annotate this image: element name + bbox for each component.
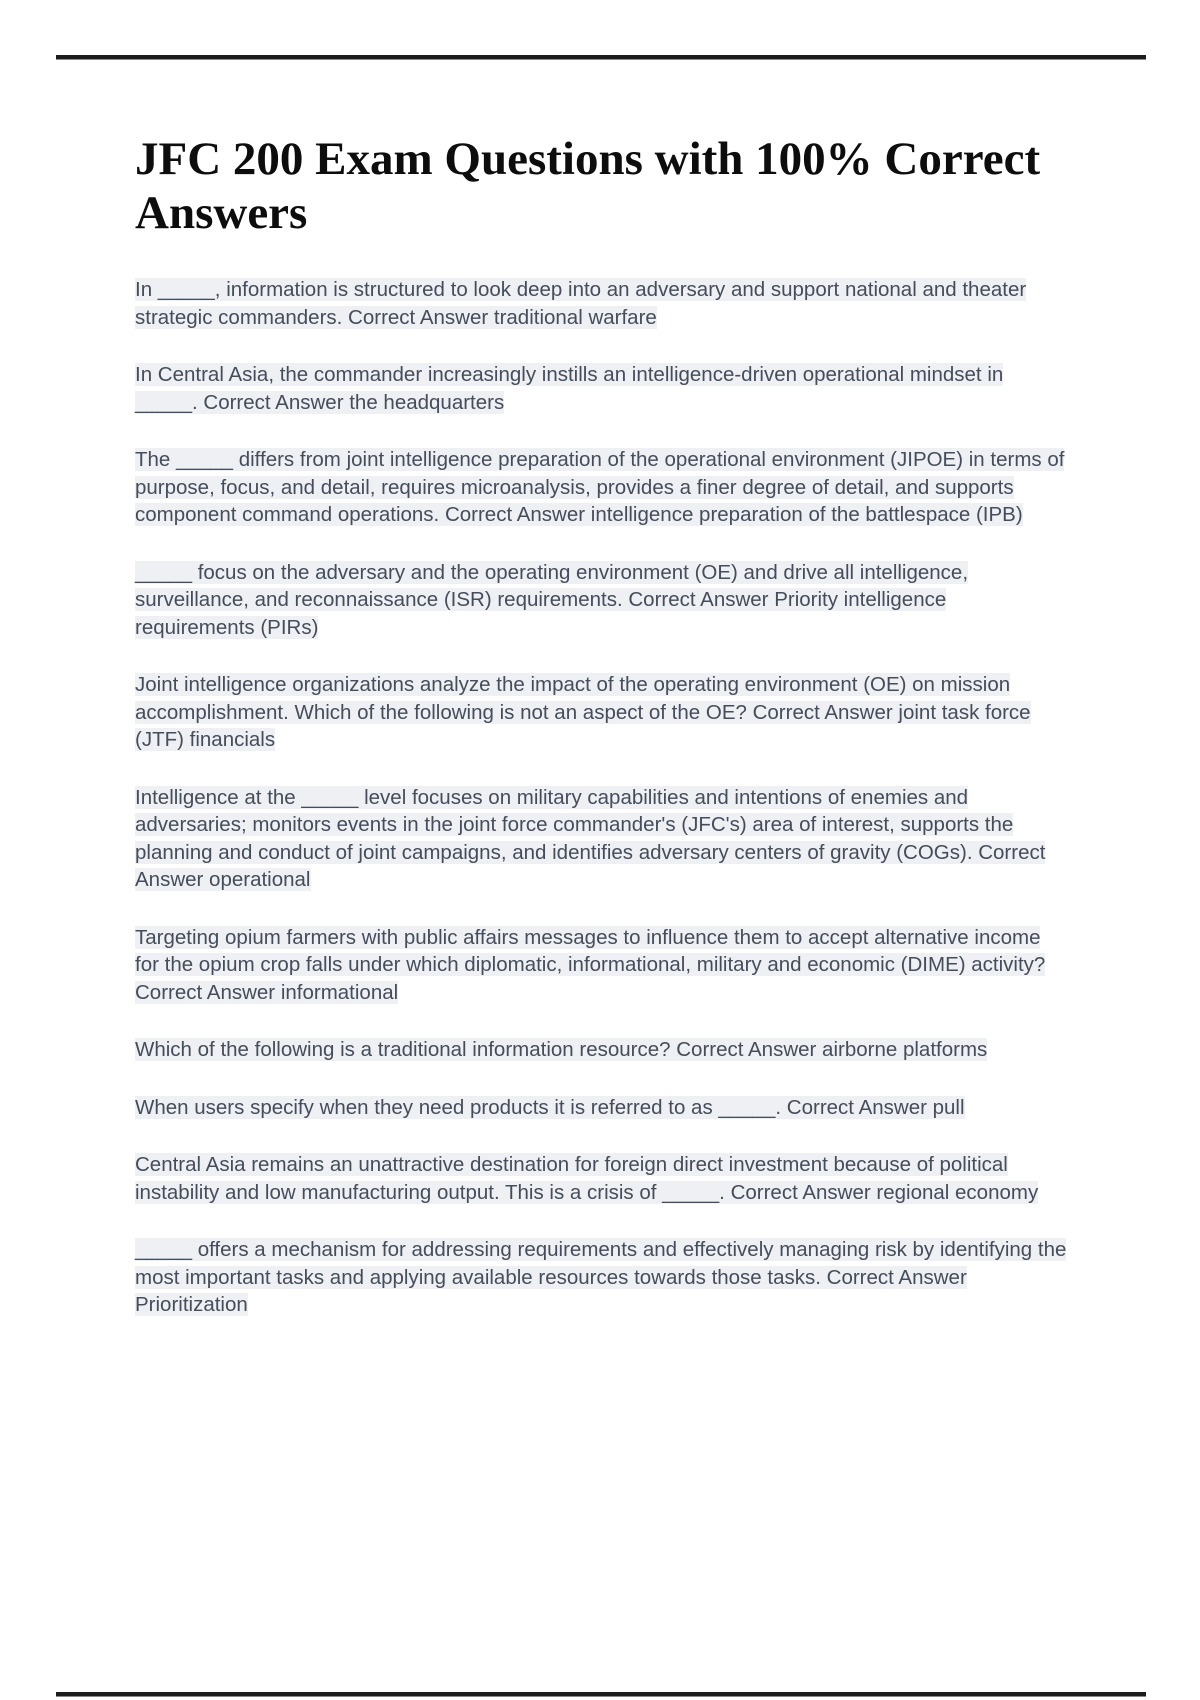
qa-text: In Central Asia, the commander increasingly instills an intelligence-driven operational mindset in _____. Correct Answer the headquarters: [135, 363, 1004, 414]
document-content: [135, 132, 1067, 1349]
qa-paragraph-4: [135, 559, 1067, 642]
qa-text: The _____ differs from joint intelligence preparation of the operational environment (JIPOE) in terms of purpose, focus, and detail, requires microanalysis, provides a finer degree of detail, and supports component command operations. Correct Answer intelligence preparation of the battlespace (IPB): [135, 448, 1065, 526]
qa-text: Which of the following is a traditional information resource? Correct Answer airborne platforms: [135, 1038, 988, 1061]
qa-text: Intelligence at the _____ level focuses on military capabilities and intentions of enemies and adversaries; monitors events in the joint force commander's (JFC's) area of interest, supports the planning and conduct of joint campaigns, and identifies adversary centers of gravity (COGs). Correct Answer operational: [135, 785, 1046, 891]
qa-text: Targeting opium farmers with public affairs messages to influence them to accept alternative income for the opium crop falls under which diplomatic, informational, military and economic (DIME) activity? Correct Answer informational: [135, 925, 1046, 1004]
qa-text: Joint intelligence organizations analyze the impact of the operating environment (OE) on mission accomplishment. Which of the following is not an aspect of the OE? Correct Answer joint task force (JTF) financials: [135, 673, 1031, 751]
qa-paragraph-9: [135, 1094, 1067, 1122]
qa-paragraph-3: [135, 446, 1067, 529]
qa-paragraph-6: [135, 784, 1067, 894]
qa-paragraph-8: [135, 1036, 1067, 1064]
qa-text: In _____, information is structured to look deep into an adversary and support national and theater strategic commanders. Correct Answer traditional warfare: [135, 278, 1027, 329]
qa-paragraph-7: [135, 924, 1067, 1007]
qa-text: When users specify when they need products it is referred to as _____. Correct Answer pull: [135, 1095, 965, 1119]
page-title: JFC 200 Exam Questions with 100% Correct Answers: [135, 133, 1041, 239]
qa-paragraph-1: [135, 276, 1067, 331]
qa-paragraph-2: [135, 361, 1067, 416]
qa-paragraph-5: [135, 671, 1067, 754]
qa-text: _____ focus on the adversary and the operating environment (OE) and drive all intelligence, surveillance, and reconnaissance (ISR) requirements. Correct Answer Priority intelligence requirements (PIRs): [135, 560, 969, 639]
qa-paragraph-10: [135, 1151, 1067, 1206]
bottom-horizontal-rule: [56, 1692, 1146, 1697]
top-horizontal-rule: [56, 55, 1146, 60]
qa-paragraph-11: [135, 1236, 1067, 1319]
qa-text: Central Asia remains an unattractive destination for foreign direct investment because of political instability and low manufacturing output. This is a crisis of _____. Correct Answer regional economy: [135, 1153, 1039, 1204]
qa-text: _____ offers a mechanism for addressing requirements and effectively managing risk by identifying the most important tasks and applying available resources towards those tasks. Correct Answer Prioritization: [135, 1238, 1067, 1316]
